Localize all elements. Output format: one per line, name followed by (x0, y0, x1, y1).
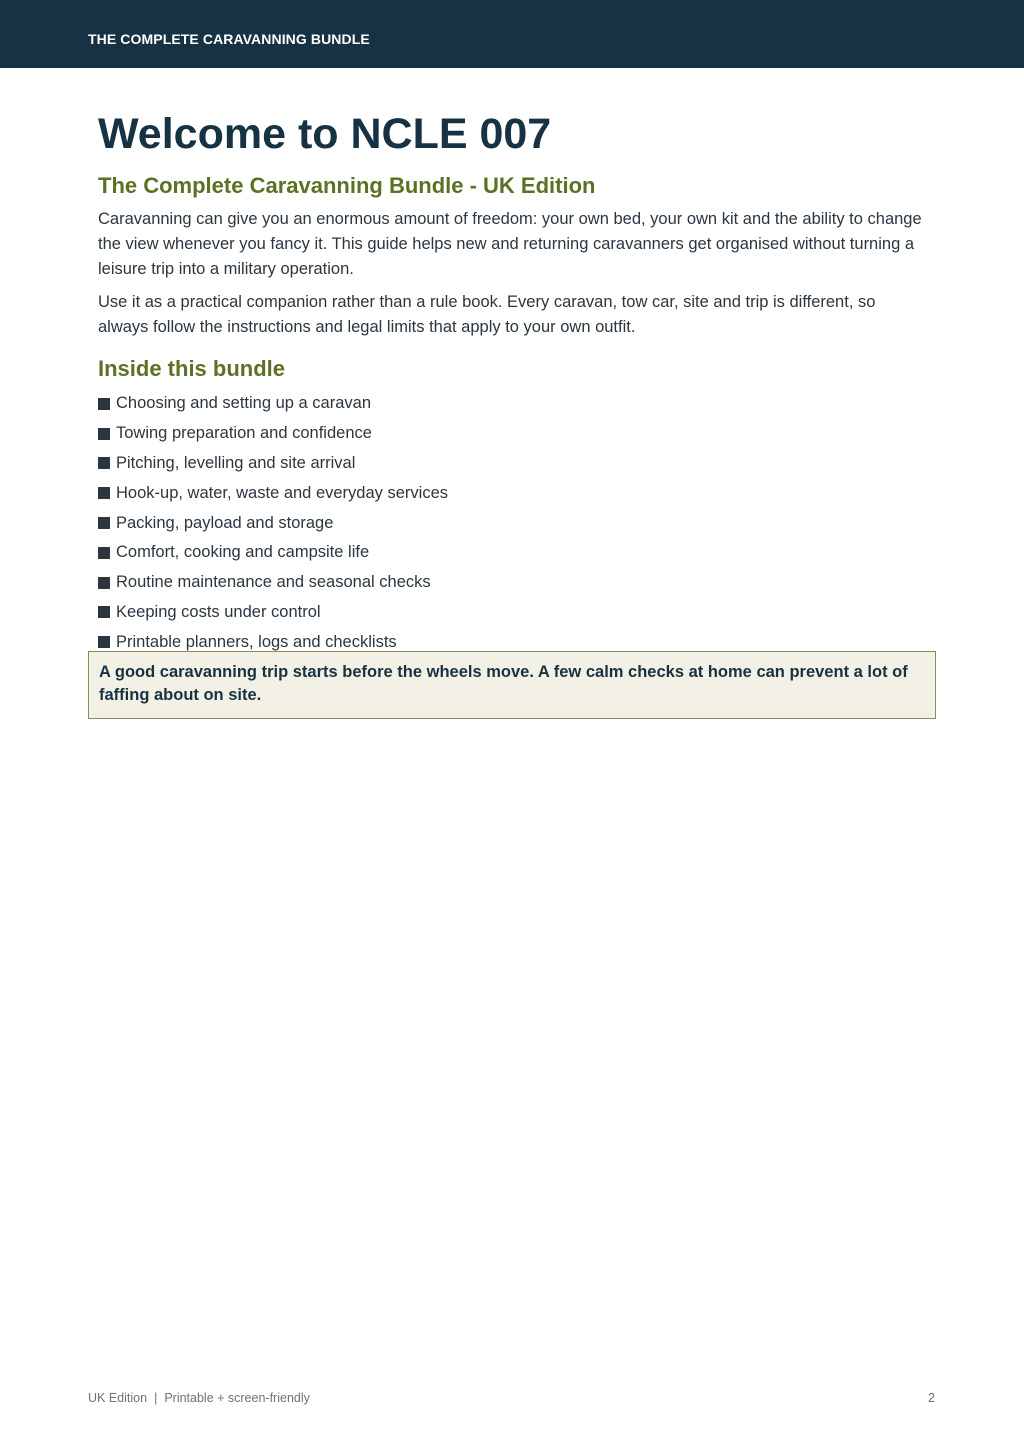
list-item (98, 449, 930, 479)
list-item (98, 598, 930, 628)
page-title: Welcome to NCLE 007 (98, 110, 552, 158)
footer-format: Printable + screen-friendly (164, 1391, 310, 1405)
list-item-label: Comfort, cooking and campsite life (116, 543, 370, 562)
square-bullet-icon (98, 577, 110, 589)
footer-edition: UK Edition (88, 1391, 148, 1405)
intro-paragraph: Caravanning can give you an enormous amount of freedom: your own bed, your own kit and the ability to change the view whenever you fancy it. This guide helps new and returning caravanners get organised without turning a leisure trip into a military operation. (98, 210, 922, 278)
header-bar (0, 0, 1024, 68)
list-item (98, 419, 930, 449)
list-item-label: Choosing and setting up a caravan (116, 394, 372, 413)
list-item-label: Towing preparation and confidence (116, 424, 372, 443)
list-item (98, 538, 930, 568)
square-bullet-icon (98, 398, 110, 410)
list-item (98, 508, 930, 538)
list-item-label: Hook-up, water, waste and everyday services (116, 483, 448, 502)
main-content (98, 108, 930, 657)
footer-info (88, 1390, 310, 1406)
list-item (98, 568, 930, 598)
square-bullet-icon (98, 606, 110, 618)
section-heading: Inside this bundle (98, 356, 286, 381)
list-item-label: Pitching, levelling and site arrival (116, 453, 356, 472)
header-title: THE COMPLETE CARAVANNING BUNDLE (88, 31, 370, 47)
list-item-label: Keeping costs under control (116, 602, 321, 621)
list-item (98, 389, 930, 419)
usage-paragraph: Use it as a practical companion rather than a rule book. Every caravan, tow car, site and trip is different, so always follow the instructions and legal limits that apply to your own outfit. (98, 293, 876, 336)
square-bullet-icon (98, 428, 110, 440)
page-subtitle: The Complete Caravanning Bundle - UK Edition (98, 173, 596, 198)
bundle-list (98, 389, 930, 657)
square-bullet-icon (98, 517, 110, 529)
list-item-label: Packing, payload and storage (116, 513, 334, 532)
square-bullet-icon (98, 636, 110, 648)
square-bullet-icon (98, 547, 110, 559)
list-item (98, 478, 930, 508)
square-bullet-icon (98, 487, 110, 499)
list-item-label: Printable planners, logs and checklists (116, 632, 397, 651)
list-item-label: Routine maintenance and seasonal checks (116, 573, 431, 592)
page-number: 2 (928, 1391, 935, 1405)
tip-callout: A good caravanning trip starts before the wheels move. A few calm checks at home can prevent a lot of faffing about on site. (88, 651, 936, 719)
square-bullet-icon (98, 457, 110, 469)
footer-separator: | (154, 1391, 158, 1405)
